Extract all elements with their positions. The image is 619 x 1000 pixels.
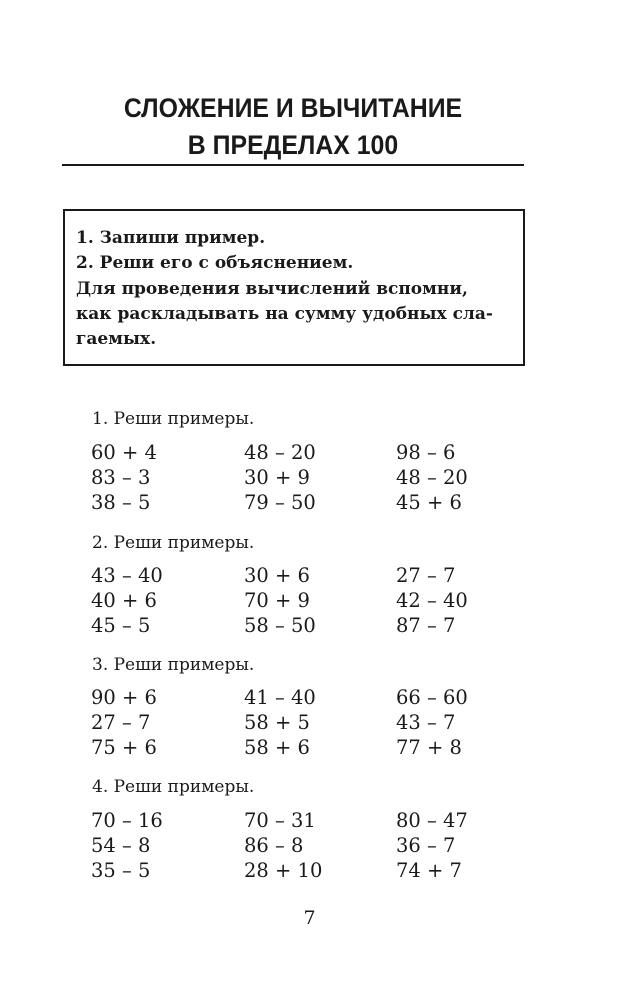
task-1-example: 83 – 3 [91, 466, 151, 489]
task-4-example: 36 – 7 [396, 834, 456, 857]
task-3-example: 77 + 8 [396, 736, 462, 759]
task-4-example: 28 + 10 [244, 859, 323, 882]
task-4-example: 74 + 7 [396, 859, 462, 882]
task-4-example: 54 – 8 [91, 834, 151, 857]
task-2-heading: 2. Реши примеры. [92, 533, 255, 553]
instruction-hint-line-1: Для проведения вычислений вспомни, [76, 279, 468, 299]
instruction-hint-line-2: как раскладывать на сумму удобных сла- [76, 304, 493, 324]
task-4-example: 35 – 5 [91, 859, 151, 882]
task-3-example: 58 + 6 [244, 736, 310, 759]
task-4-example: 86 – 8 [244, 834, 304, 857]
title-underline [62, 164, 524, 166]
task-2-example: 42 – 40 [396, 589, 468, 612]
task-4-example: 80 – 47 [396, 809, 468, 832]
task-2-example: 43 – 40 [91, 564, 163, 587]
task-1-heading: 1. Реши примеры. [92, 409, 255, 429]
instruction-step-1: 1. Запиши пример. [76, 228, 266, 248]
task-2-example: 58 – 50 [244, 614, 316, 637]
task-4-heading: 4. Реши примеры. [92, 777, 255, 797]
task-3-example: 41 – 40 [244, 686, 316, 709]
task-1-example: 48 – 20 [396, 466, 468, 489]
task-1-example: 38 – 5 [91, 491, 151, 514]
task-3-example: 75 + 6 [91, 736, 157, 759]
instruction-step-2: 2. Реши его с объяснением. [76, 253, 354, 273]
task-1-example: 30 + 9 [244, 466, 310, 489]
task-3-example: 66 – 60 [396, 686, 468, 709]
page-title-line-2: В ПРЕДЕЛАХ 100 [187, 130, 399, 160]
task-2-example: 45 – 5 [91, 614, 151, 637]
task-2-example: 40 + 6 [91, 589, 157, 612]
task-1-example: 45 + 6 [396, 491, 462, 514]
task-3-heading: 3. Реши примеры. [92, 655, 255, 675]
instruction-hint-line-3: гаемых. [76, 329, 157, 349]
page-number: 7 [303, 907, 316, 929]
task-3-example: 58 + 5 [244, 711, 310, 734]
page-title-line-1: СЛОЖЕНИЕ И ВЫЧИТАНИЕ [123, 93, 463, 123]
task-3-example: 43 – 7 [396, 711, 456, 734]
task-2-example: 70 + 9 [244, 589, 310, 612]
task-4-example: 70 – 16 [91, 809, 163, 832]
task-3-example: 27 – 7 [91, 711, 151, 734]
task-1-example: 98 – 6 [396, 441, 456, 464]
task-1-example: 48 – 20 [244, 441, 316, 464]
task-1-example: 79 – 50 [244, 491, 316, 514]
task-2-example: 87 – 7 [396, 614, 456, 637]
task-2-example: 27 – 7 [396, 564, 456, 587]
task-1-example: 60 + 4 [91, 441, 157, 464]
task-2-example: 30 + 6 [244, 564, 310, 587]
task-3-example: 90 + 6 [91, 686, 157, 709]
task-4-example: 70 – 31 [244, 809, 316, 832]
